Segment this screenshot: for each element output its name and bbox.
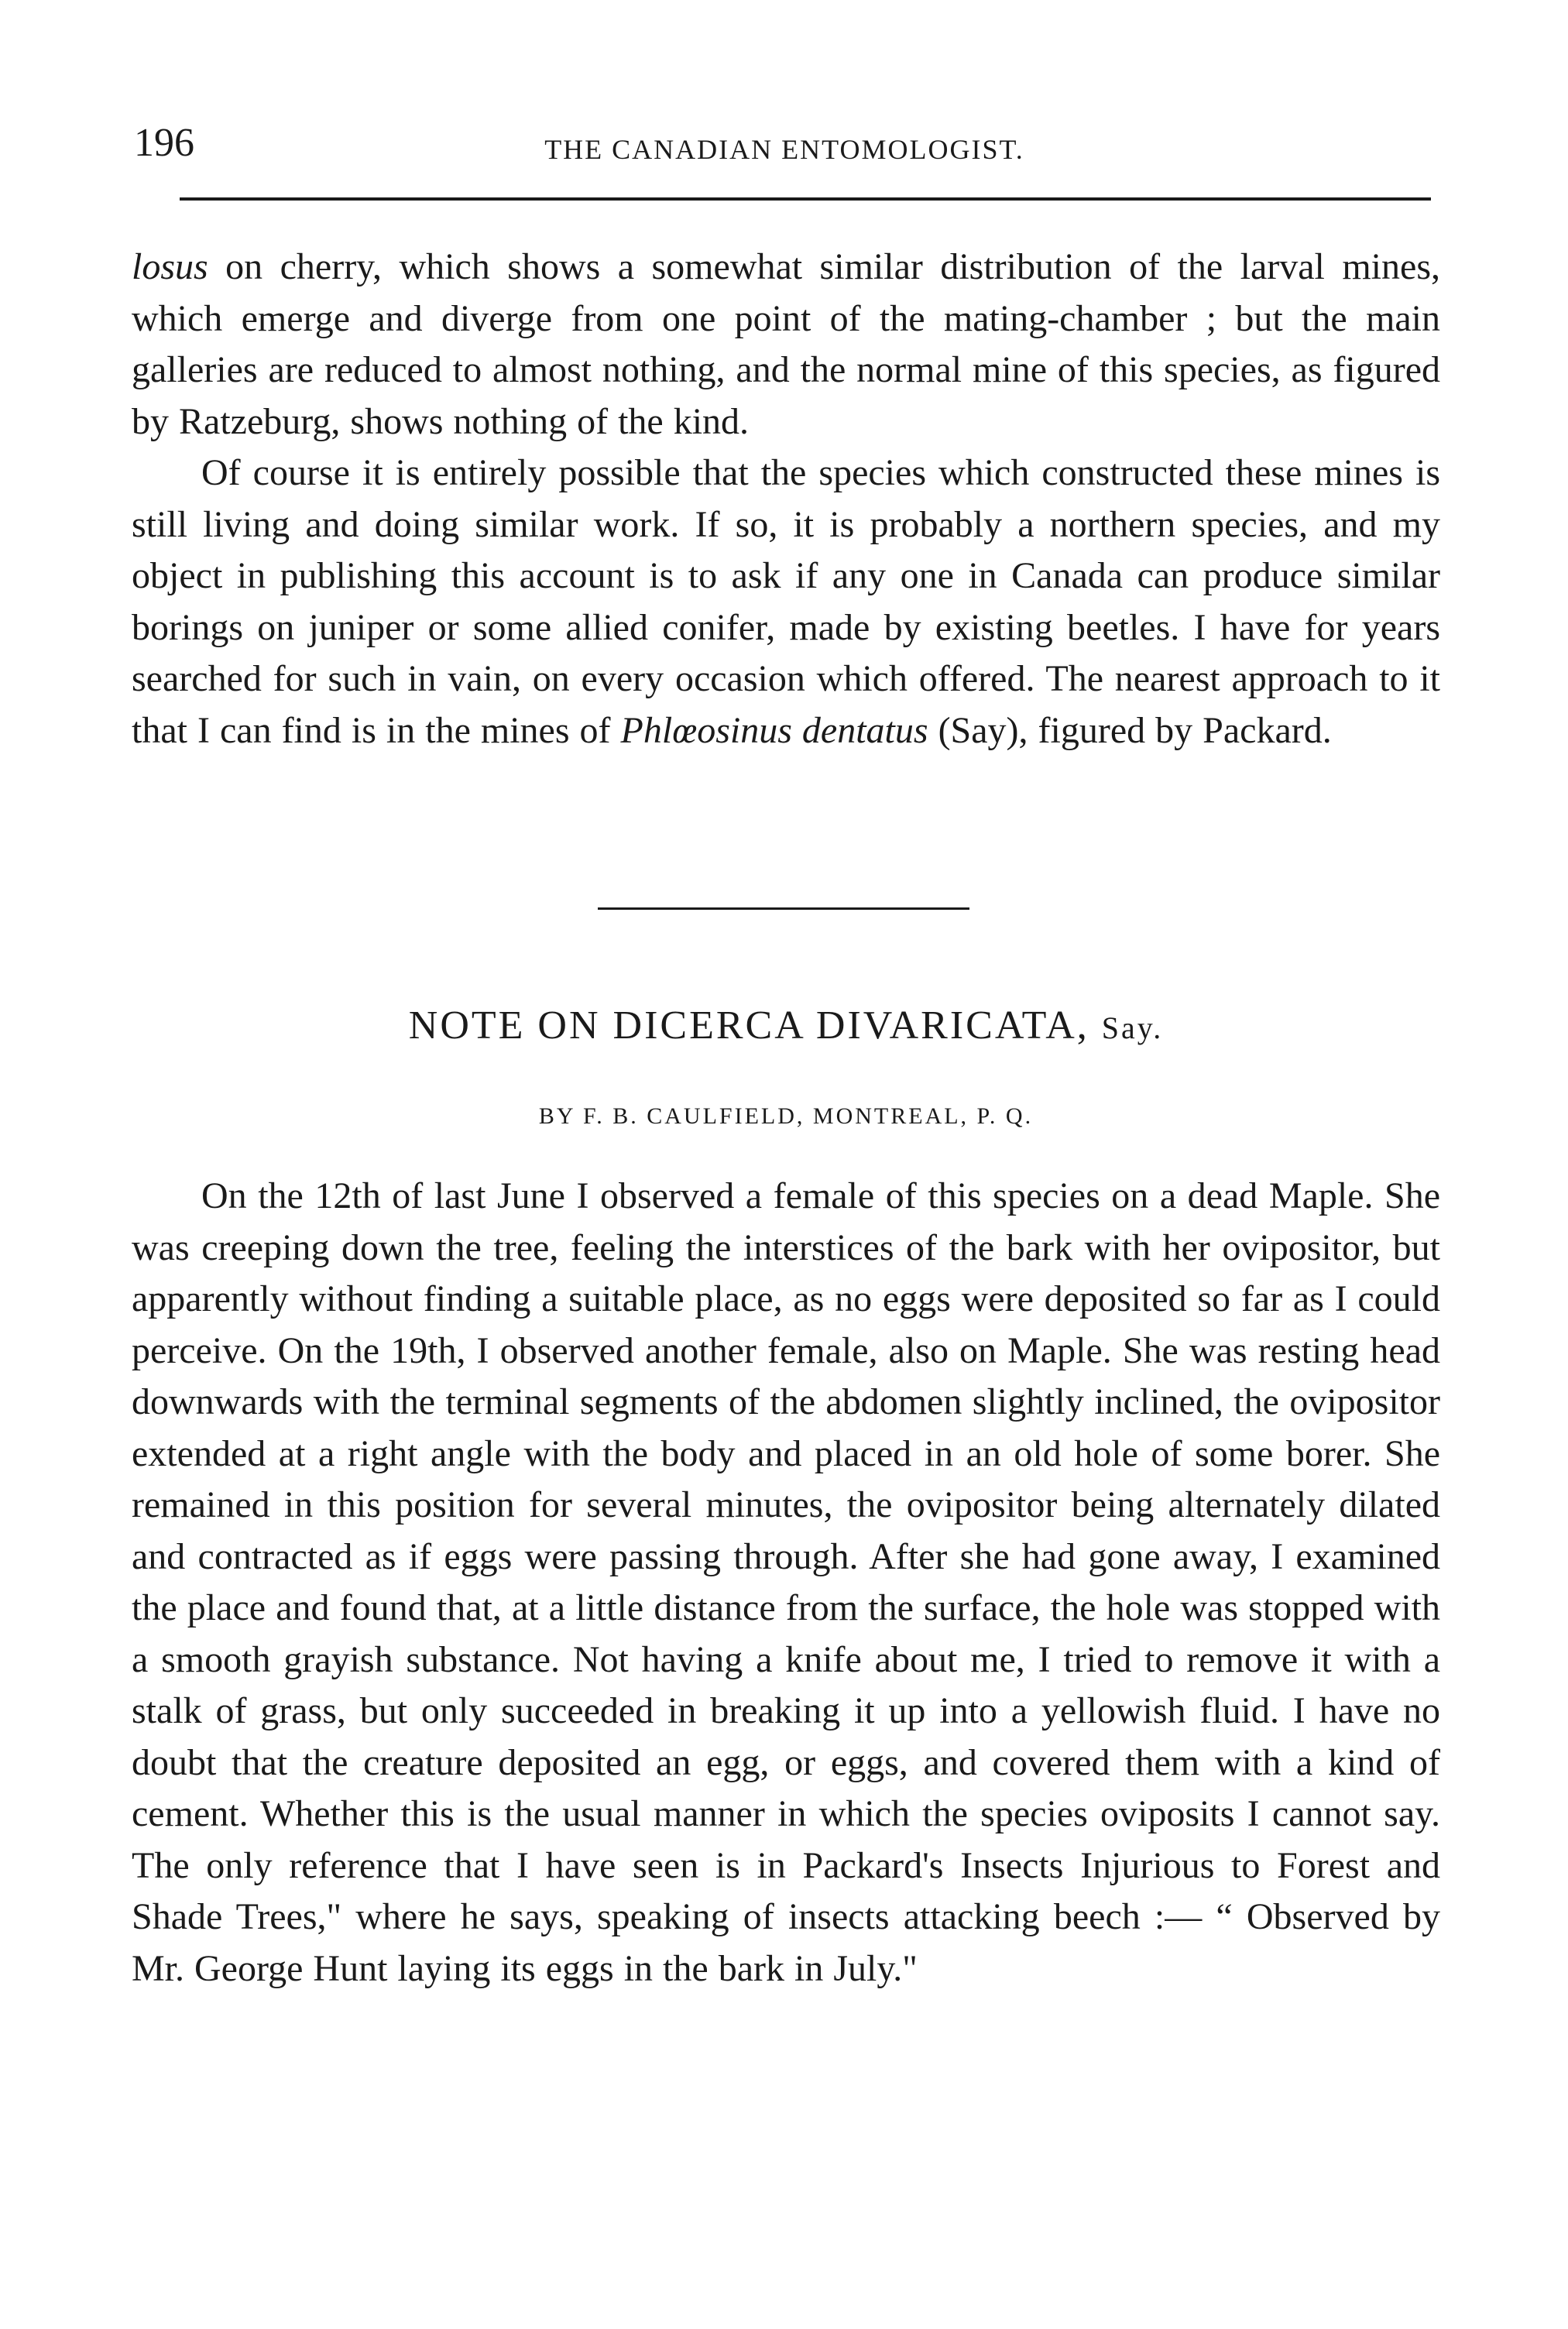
section-divider bbox=[598, 907, 969, 910]
continued-paragraph-2 bbox=[132, 448, 1440, 756]
article-title-main: NOTE ON DICERCA DIVARICATA, bbox=[408, 1003, 1089, 1048]
paragraph-1-text: on cherry, which shows a somewhat similar distribution of the larval mines, which emerge and diverge from one point of the mating-chamber ; but the main galleries are reduced to almost nothing, and the normal mine of this species, as figured by Ratzeburg, shows nothing of the kind. bbox=[132, 246, 1440, 442]
running-title: THE CANADIAN ENTOMOLOGIST. bbox=[544, 134, 1024, 165]
header-rule bbox=[180, 197, 1431, 201]
species-name-italic: Phlœosinus dentatus bbox=[620, 709, 928, 751]
article-paragraph: On the 12th of last June I observed a female of this species on a dead Maple. She was creeping down the tree, feeling the interstices of the bark with her ovipositor, but apparently without finding a suitable place, as no eggs were deposited so far as I could perceive. On the 19th, I observed another female, also on Maple. She was resting head downwards with the terminal segments of the abdomen slightly inclined, the ovipositor extended at a right angle with the body and placed in an old hole of some borer. She remained in this position for several minutes, the ovipositor being alternately dilated and contracted as if eggs were passing through. After she had gone away, I examined the place and found that, at a little distance from the surface, the hole was stopped with a smooth grayish substance. Not having a knife about me, I tried to remove it with a stalk of grass, but only succeeded in breaking it up into a yellowish fluid. I have no doubt that the creature deposited an egg, or eggs, and covered them with a kind of cement. Whether this is the usual manner in which the species oviposits I cannot say. The only reference that I have seen is in Packard's Insects Injurious to Forest and Shade Trees," where he says, speaking of insects attacking beech :— “ Observed by Mr. George Hunt laying its eggs in the bark in July." bbox=[132, 1175, 1440, 1989]
page-header bbox=[134, 116, 1435, 170]
article-title bbox=[132, 999, 1440, 1055]
continued-paragraph-1 bbox=[132, 242, 1440, 448]
paragraph-2-text: Of course it is entirely possible that the species which constructed these mines is still living and doing similar work. If so, it is probably a northern species, and my object in publishing this account is to ask if any one in Canada can produce similar borings on juniper or some allied conifer, made by existing beetles. I have for years searched for such in vain, on every occasion which offered. The nearest approach to it that I can find is in the mines of bbox=[132, 452, 1440, 751]
genus-name-italic: losus bbox=[132, 246, 208, 287]
continued-text bbox=[132, 242, 1440, 756]
page-number: 196 bbox=[134, 121, 194, 165]
article-body bbox=[132, 1171, 1440, 1995]
article-byline: BY F. B. CAULFIELD, MONTREAL, P. Q. bbox=[538, 1103, 1034, 1129]
article-title-author: Say. bbox=[1101, 1010, 1164, 1045]
paragraph-2-ending: (Say), figured by Packard. bbox=[928, 709, 1332, 751]
